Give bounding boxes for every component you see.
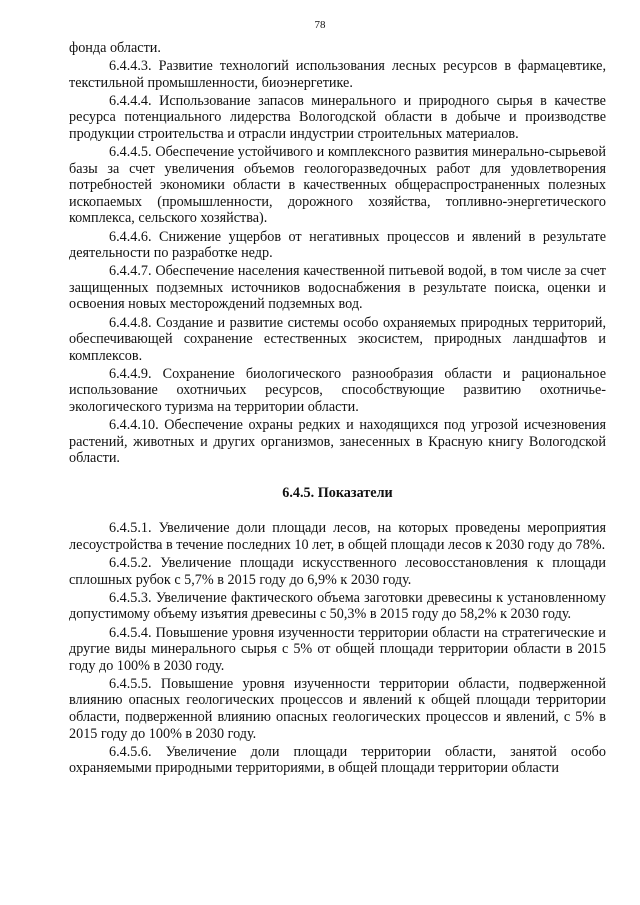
paragraph: фонда области. <box>69 40 161 56</box>
paragraph: 6.4.4.3. Развитие технологий использования лесных ресурсов в фармацевтике, текстильной промышленности, биоэнергетике. <box>69 58 606 91</box>
paragraph: 6.4.4.7. Обеспечение населения качественной питьевой водой, в том числе за счет защищенных подземных источников водоснабжения в результате поиска, оценки и освоения новых месторождений подземных вод. <box>69 263 606 313</box>
paragraph: 6.4.4.9. Сохранение биологического разнообразия области и рациональное использование охотничьих ресурсов, способствующие развитию охотничье-экологического туризма на территории области. <box>69 365 606 415</box>
section-title: 6.4.5. Показатели <box>282 484 393 501</box>
paragraph: 6.4.5.6. Увеличение доли площади территории области, занятой особо охраняемыми природными территориями, в общей площади территории области <box>69 743 606 777</box>
page-number: 78 <box>314 19 326 31</box>
paragraph: 6.4.5.1. Увеличение доли площади лесов, на которых проведены мероприятия лесоустройства в течение последних 10 лет, в общей площади лесов к 2030 году до 78%. <box>69 520 606 554</box>
paragraph: 6.4.5.5. Повышение уровня изученности территории области, подверженной влиянию опасных геологических процессов и явлений к общей площади территории области, подверженной влиянию опасных геологических процессов и явлений, с 5% в 2015 году до 100% в 2030 году. <box>69 675 606 742</box>
paragraph: 6.4.4.5. Обеспечение устойчивого и комплексного развития минерально-сырьевой базы за счет увеличения объемов геологоразведочных работ для удовлетворения потребностей экономики области в качественных общераспространенных полезных ископаемых (промышленности, дорожного хозяйства, топливно-энергетического комплекса, сельского хозяйства). <box>69 144 606 227</box>
paragraph: 6.4.4.4. Использование запасов минерального и природного сырья в качестве ресурса потенциального лидерства Вологодской области в добыче и производстве продукции строительства и отрасли индустрии строительных материалов. <box>69 92 606 142</box>
paragraph: 6.4.5.3. Увеличение фактического объема заготовки древесины к установленному допустимому объему изъятия древесины с 50,3% в 2015 году до 58,2% к 2030 году. <box>69 589 606 623</box>
paragraph: 6.4.5.4. Повышение уровня изученности территории области на стратегические и другие виды минерального сырья с 5% от общей площади территории области в 2015 году до 100% в 2030 году. <box>69 624 606 674</box>
paragraph: 6.4.4.6. Снижение ущербов от негативных процессов и явлений в результате деятельности по разработке недр. <box>69 228 606 262</box>
paragraph: 6.4.4.8. Создание и развитие системы особо охраняемых природных территорий, обеспечивающей сохранение естественных экосистем, природных ландшафтов и комплексов. <box>69 314 606 364</box>
page-content <box>69 40 606 778</box>
paragraph: 6.4.4.10. Обеспечение охраны редких и находящихся под угрозой исчезновения растений, животных и других организмов, занесенных в Красную книгу Вологодской области. <box>69 417 606 467</box>
paragraph: 6.4.5.2. Увеличение площади искусственного лесовосстановления к площади сплошных рубок с 5,7% в 2015 году до 6,9% к 2030 году. <box>69 555 606 588</box>
